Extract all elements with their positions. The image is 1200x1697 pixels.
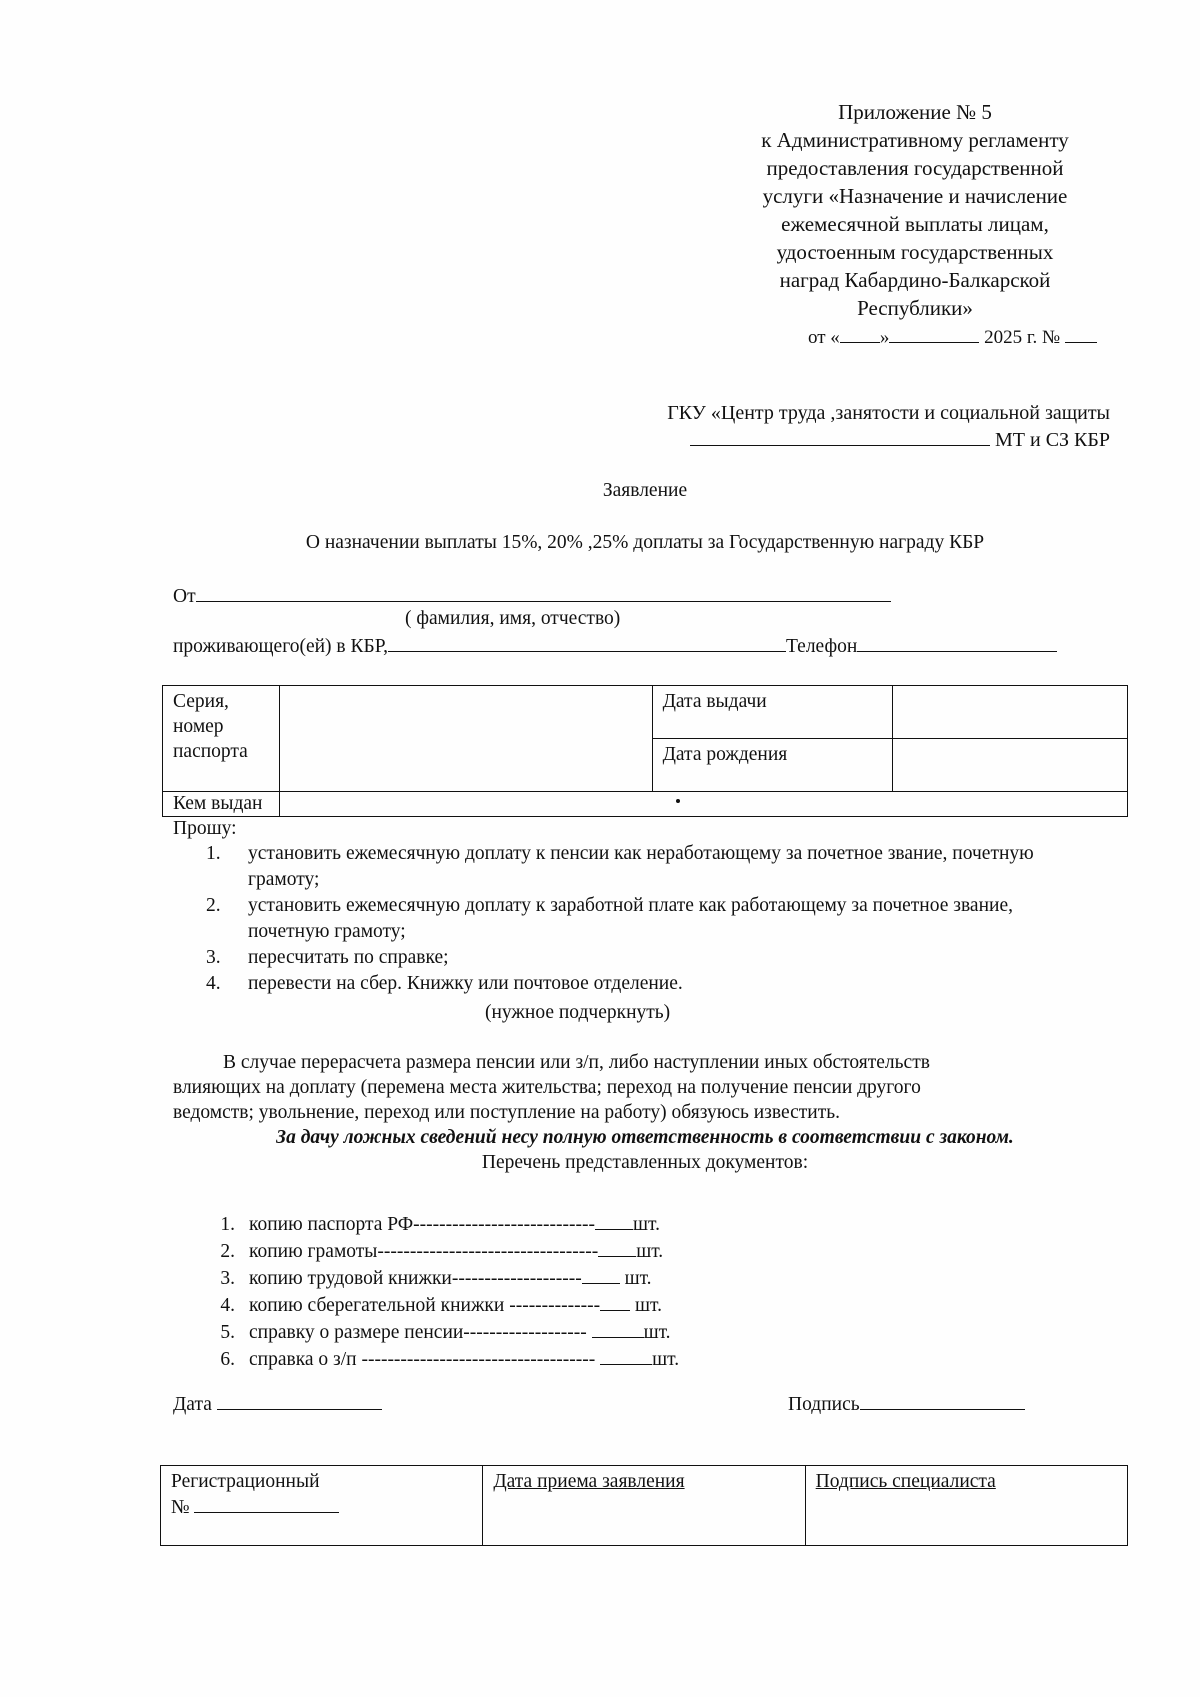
document-row	[195, 1292, 679, 1319]
count-field[interactable]	[600, 1346, 652, 1365]
document-number: 3.	[220, 1268, 235, 1289]
document-row	[195, 1211, 679, 1238]
request-item-text: пересчитать по справке;	[248, 947, 449, 968]
obligation-line-3: ведомств; увольнение, переход или поступление на работу) обязуюсь известить.	[173, 1102, 841, 1123]
phone-field[interactable]	[857, 633, 1057, 652]
agency-line-2	[667, 427, 1110, 454]
request-item	[190, 971, 1090, 997]
document-unit: шт.	[633, 1214, 660, 1235]
request-item-number: 3.	[206, 947, 221, 968]
date-quote-close: »	[879, 327, 890, 348]
signature-row	[788, 1391, 1025, 1416]
count-field[interactable]	[598, 1238, 636, 1257]
number-field[interactable]	[1065, 324, 1097, 343]
appendix-line-3: предоставления государственной	[766, 156, 1064, 180]
number-sign: №	[171, 1497, 190, 1518]
day-field[interactable]	[840, 324, 880, 343]
obligation-line-2: влияющих на доплату (перемена места жительства; переход на получение пенсии другого	[173, 1077, 921, 1098]
appendix-line-5: ежемесячной выплаты лицам,	[781, 212, 1049, 236]
false-info-warning: За дачу ложных сведений несу полную ответственность в соответствии с законом.	[276, 1127, 1014, 1148]
count-field[interactable]	[592, 1319, 644, 1338]
request-note: (нужное подчеркнуть)	[485, 1002, 671, 1023]
from-row	[173, 583, 891, 608]
document-text: копию сберегательной книжки --------------	[249, 1295, 601, 1316]
document-unit: шт.	[630, 1295, 662, 1316]
document-unit: шт.	[636, 1241, 664, 1262]
scan-speck	[676, 799, 680, 803]
document-row	[195, 1238, 679, 1265]
registration-number-row	[171, 1494, 472, 1520]
request-item-text: установить ежемесячную доплату к пенсии как неработающему за почетное звание, почетную грамоту;	[248, 843, 1034, 890]
document-text: копию паспорта РФ----------------------------	[249, 1214, 596, 1235]
count-field[interactable]	[582, 1265, 620, 1284]
request-item	[190, 893, 1090, 945]
appendix-line-8: Республики»	[857, 296, 973, 320]
document-number: 4.	[220, 1295, 235, 1316]
documents-list	[195, 1211, 679, 1373]
address-field[interactable]	[388, 633, 786, 652]
appendix-line-1: Приложение № 5	[838, 100, 992, 124]
series-value-field[interactable]	[280, 686, 653, 792]
agency-block	[667, 400, 1110, 454]
appendix-line-7: наград Кабардино-Балкарской	[779, 268, 1051, 292]
registration-number-cell	[161, 1466, 483, 1546]
birth-date-label: Дата рождения	[652, 739, 892, 792]
document-unit: шт.	[652, 1349, 680, 1370]
from-label: От	[173, 586, 196, 607]
agency-branch-field[interactable]	[690, 427, 990, 446]
signature-field[interactable]	[860, 1391, 1025, 1410]
date-year: 2025 г. №	[984, 327, 1061, 348]
specialist-signature-label: Подпись специалиста	[815, 1471, 996, 1492]
document-text: справку о размере пенсии-------------------	[249, 1322, 592, 1343]
request-item-number: 4.	[206, 973, 221, 994]
request-item	[190, 945, 1090, 971]
document-title: Заявление	[602, 480, 688, 501]
count-field[interactable]	[595, 1211, 633, 1230]
request-item-text: установить ежемесячную доплату к заработной плате как работающему за почетное звание, почетную грамоту;	[248, 895, 1013, 942]
receipt-date-cell[interactable]	[483, 1466, 805, 1546]
request-item	[190, 841, 1090, 893]
document-text: справка о з/п ------------------------------------	[249, 1349, 601, 1370]
document-unit: шт.	[643, 1322, 671, 1343]
appendix-line-6: удостоенным государственных	[776, 240, 1054, 264]
fio-hint: ( фамилия, имя, отчество)	[405, 608, 621, 629]
month-field[interactable]	[889, 324, 979, 343]
appendix-line-4: услуги «Назначение и начисление	[762, 184, 1068, 208]
series-label: Серия, номер паспорта	[163, 686, 280, 792]
document-row	[195, 1319, 679, 1346]
residence-row	[173, 633, 1057, 658]
residing-label: проживающего(ей) в КБР,	[173, 636, 388, 657]
specialist-signature-cell[interactable]	[805, 1466, 1127, 1546]
request-item-number: 2.	[206, 895, 221, 916]
receipt-date-label: Дата приема заявления	[493, 1471, 685, 1492]
request-list	[190, 841, 1090, 997]
registration-table	[160, 1465, 1128, 1546]
document-number: 2.	[220, 1241, 235, 1262]
registration-number-label: Регистрационный	[171, 1471, 320, 1492]
document-row	[195, 1346, 679, 1373]
passport-table	[162, 685, 1128, 817]
date-label: Дата	[173, 1394, 212, 1415]
date-row	[173, 1391, 382, 1416]
document-row	[195, 1265, 679, 1292]
document-number: 1.	[220, 1214, 235, 1235]
registration-number-field[interactable]	[194, 1494, 339, 1513]
document-text: копию грамоты----------------------------------	[249, 1241, 599, 1262]
agency-line-2-text: МТ и СЗ КБР	[994, 429, 1110, 451]
date-prefix: от «	[808, 327, 840, 348]
obligation-line-1: В случае перерасчета размера пенсии или з/п, либо наступлении иных обстоятельств	[223, 1052, 930, 1073]
document-number: 5.	[220, 1322, 235, 1343]
request-item-text: перевести на сбер. Книжку или почтовое отделение.	[248, 973, 683, 994]
agency-line-1: ГКУ «Центр труда ,занятости и социальной защиты	[667, 402, 1110, 424]
issue-date-field[interactable]	[892, 686, 1127, 739]
request-item-number: 1.	[206, 843, 221, 864]
count-field[interactable]	[600, 1292, 630, 1311]
document-number: 6.	[220, 1349, 235, 1370]
fio-field[interactable]	[196, 583, 891, 602]
request-label: Прошу:	[173, 818, 237, 839]
document-unit: шт.	[619, 1268, 652, 1289]
birth-date-field[interactable]	[892, 739, 1127, 792]
document-text: копию трудовой книжки--------------------	[249, 1268, 582, 1289]
documents-heading: Перечень представленных документов:	[481, 1152, 809, 1173]
issue-date-label: Дата выдачи	[652, 686, 892, 739]
appendix-date-line	[808, 324, 1097, 349]
appendix-header	[700, 98, 1130, 322]
signature-label: Подпись	[788, 1394, 860, 1415]
issued-by-label: Кем выдан	[163, 792, 280, 817]
issued-by-field[interactable]	[280, 792, 1128, 817]
phone-label: Телефон	[786, 636, 858, 657]
appendix-line-2: к Административному регламенту	[761, 128, 1069, 152]
date-field[interactable]	[217, 1391, 382, 1410]
document-subtitle: О назначении выплаты 15%, 20% ,25% доплаты за Государственную награду КБР	[305, 532, 985, 553]
